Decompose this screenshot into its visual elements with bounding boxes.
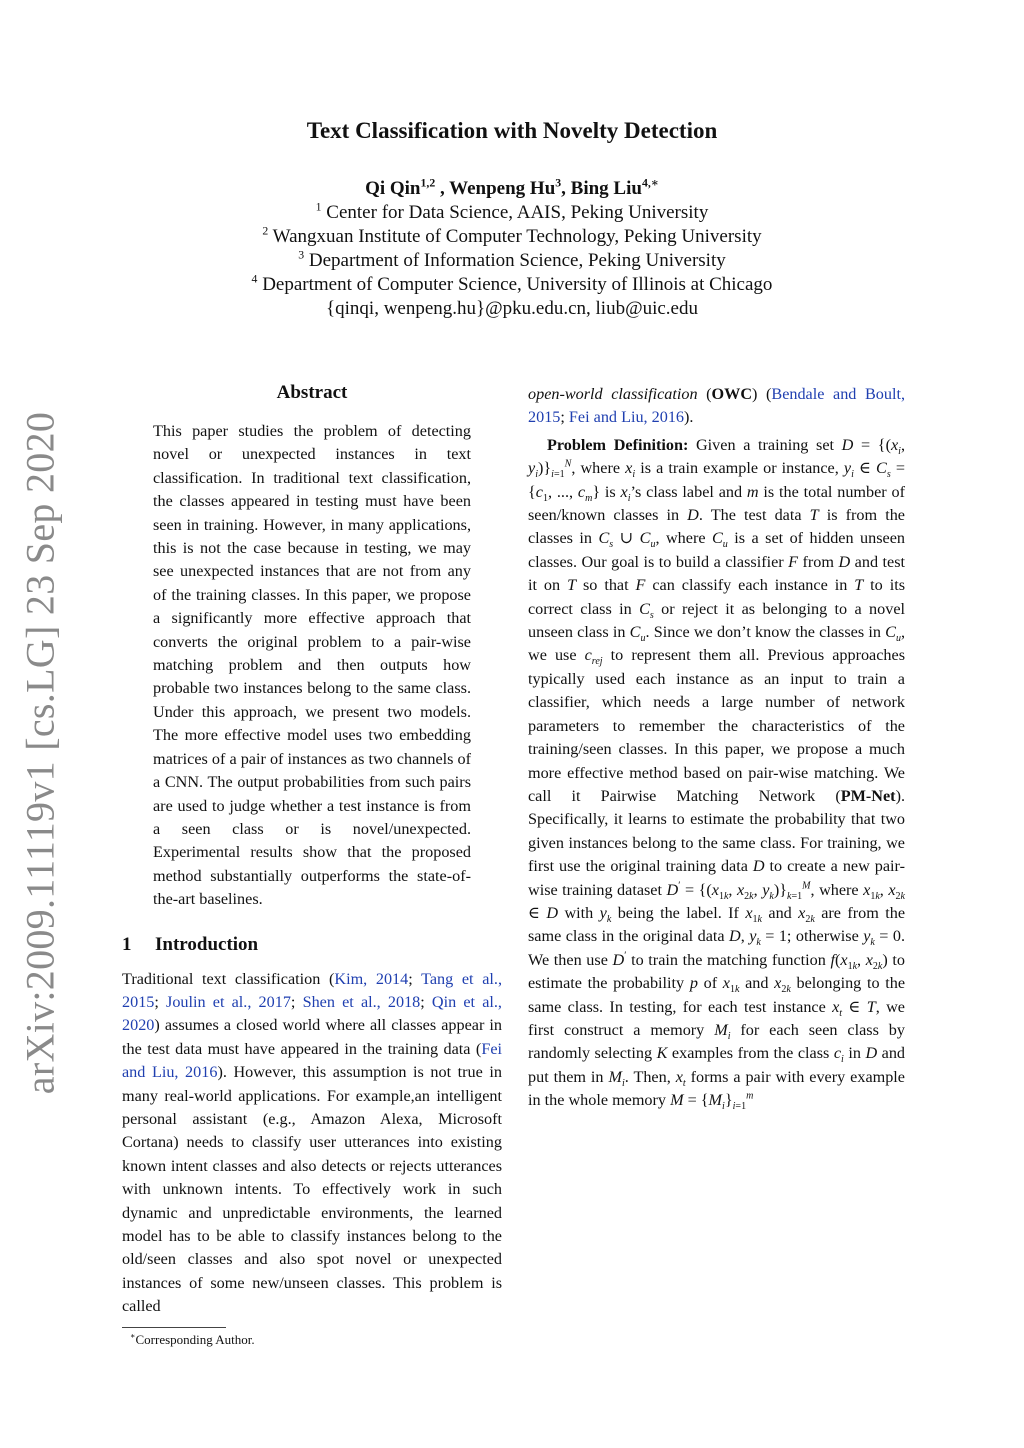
- citation-link[interactable]: Qin et al., 2020: [122, 992, 502, 1035]
- citation-link[interactable]: Shen et al., 2018: [302, 992, 421, 1011]
- affiliation: $^2$ Wangxuan Institute of Computer Technology, Peking University: [262, 224, 762, 247]
- author-bing-liu: Bing Liu: [570, 178, 642, 199]
- citation-link[interactable]: Joulin et al., 2017: [166, 992, 291, 1011]
- left-column: [122, 382, 502, 1348]
- problem-definition-label: Problem Definition:: [547, 435, 689, 454]
- author-qi-qin: Qi Qin: [365, 178, 421, 199]
- right-column: [528, 383, 905, 1113]
- citation-link[interactable]: Bendale and Boult, 2015: [528, 385, 906, 427]
- citation-link[interactable]: Fei and Liu, 2016: [568, 408, 685, 427]
- section-number: 1: [122, 933, 132, 955]
- author-bing-liu-affil: 4,∗: [641, 176, 659, 190]
- author-wenpeng-hu-affil: 3: [555, 176, 562, 190]
- citation-link[interactable]: Fei and Liu, 2016: [122, 1039, 502, 1082]
- term-owc: OWC: [711, 385, 753, 403]
- introduction-paragraph-continued: open-world classification (OWC) (Bendale and Boult, 2015; Fei and Liu, 2016).: [528, 385, 906, 427]
- affiliation: $^4$ Department of Computer Science, University of Illinois at Chicago: [251, 272, 773, 295]
- author-qi-qin-affil: 1,2: [420, 176, 436, 190]
- term-open-world-classification: open-world classification: [528, 385, 698, 403]
- footnote-divider: [122, 1327, 226, 1328]
- author-wenpeng-hu: Wenpeng Hu: [449, 178, 556, 199]
- section-heading-introduction: [122, 934, 502, 956]
- arxiv-identifier: arXiv:2009.11119v1 [cs.LG] 23 Sep 2020: [17, 411, 63, 1095]
- author-block: [0, 177, 1024, 321]
- affiliation: $^3$ Department of Information Science, Peking University: [298, 248, 726, 271]
- affiliation: $^1$ Center for Data Science, AAIS, Peking University: [315, 200, 709, 223]
- author-emails: {qinqi, wenpeng.hu}@pku.edu.cn, liub@uic.edu: [326, 298, 698, 319]
- introduction-paragraph: Traditional text classification (Kim, 2014; Tang et al., 2015; Joulin et al., 2017; Shen et al., 2018; Qin et al., 2020) assumes a closed world where all classes appear in the test data must have appeared in the training data (Fei and Liu, 2016). However, this assumption is not true in many real-world applications. For example,an intelligent personal assistant (e.g., Amazon Alexa, Microsoft Cortana) needs to classify user utterances into existing known intent classes and also detects or rejects utterances with unknown intents. To effectively work in such dynamic and unpredictable environments, the learned model has to be able to classify instances belong to the old/seen classes and also spot novel or unexpected instances of some new/unseen classes. This problem is called: [122, 969, 502, 1316]
- abstract-text: This paper studies the problem of detecting novel or unexpected instances in text classification. In traditional text classification, the classes appeared in testing must have been seen in training. However, in many applications, this is not the case because in testing, we may see unexpected instances that are not from any of the training classes. In this paper, we propose a significantly more effective approach that converts the original problem to a pair-wise matching problem and then outputs how probable two instances belong to the same class. Under this approach, we present two models. The more effective model uses two embedding matrices of a pair of instances as two channels of a CNN. The output probabilities from such pairs are used to judge whether a test instance is from a seen class or is novel/unexpected. Experimental results show that the proposed method substantially outperforms the state-of-the-art baselines.: [153, 422, 471, 909]
- arxiv-sidebar: [10, 411, 70, 1095]
- citation-link[interactable]: Kim, 2014: [334, 969, 409, 988]
- author-names: Qi Qin$^{1,2}$ , Wenpeng Hu$^3$, Bing Liu$^{4,∗}$: [365, 176, 659, 199]
- footnote-mark: ∗: [130, 1331, 136, 1341]
- section-title: Introduction: [155, 933, 259, 955]
- paper-title: Text Classification with Novelty Detection: [306, 118, 718, 143]
- footnote-corresponding-author: ∗Corresponding Author.: [130, 1331, 255, 1347]
- citation-link[interactable]: Tang et al., 2015: [122, 969, 502, 1011]
- abstract-heading: Abstract: [276, 382, 348, 403]
- problem-definition-paragraph: Problem Definition: Given a training set $D = \{(x_i$, $y_i)\}_{i=1}^N$, where $x_i$ is a train example or instance, $y_i$ ∈ $C_s = \{c_1$, ..., $c_m$} is $x_i’s$ class label and m is the total number of seen/known classes in D. The test data T is from the classes in $C_s$ ∪ $C_u$, where $C_u$ is a set of hidden unseen classes. Our goal is to build a classifier F from D and test it on T so that F can classify each instance in T to its correct class in $C_s$ or reject it as belonging to a novel unseen class in $C_u$. Since we don’t know the classes in $C_u$, we use $c_{rej}$ to represent them all. Previous approaches typically used each instance as an input to train a classifier, which needs a large number of network parameters to remember the characteristics of the training/seen classes. In this paper, we propose a much more effective method based on pair-wise matching. We call it Pairwise Matching Network (PM-Net). Specifically, it learns to estimate the probability that two given instances belong to the same class. For training, we first use the original training data D to create a new pair-wise training dataset $D' = \{(x_{1k}$, $x_{2k}$, $y_k)\}_{k=1}^M$, where $x_{1k}$, $x_{2k}$ ∈ D with $y_k$ being the label. If $x_{1k}$ and $x_{2k}$ are from the same class in the original data D, $y_k = 1$; otherwise $y_k = 0$. We then use D′ to train the matching function $f(x_{1k}$, $x_{2k}$) to estimate the probability p of $x_{1k}$ and $x_{2k}$ belonging to the same class. In testing, for each test instance $x_t$ ∈ T, we first construct a memory $M_i$ for each seen class by randomly selecting K examples from the class $c_i$ in D and put them in $M_i$. Then, $x_t$ forms a pair with every example in the whole memory $M = \{M_i\}_{i=1}^m$: [528, 435, 906, 1113]
